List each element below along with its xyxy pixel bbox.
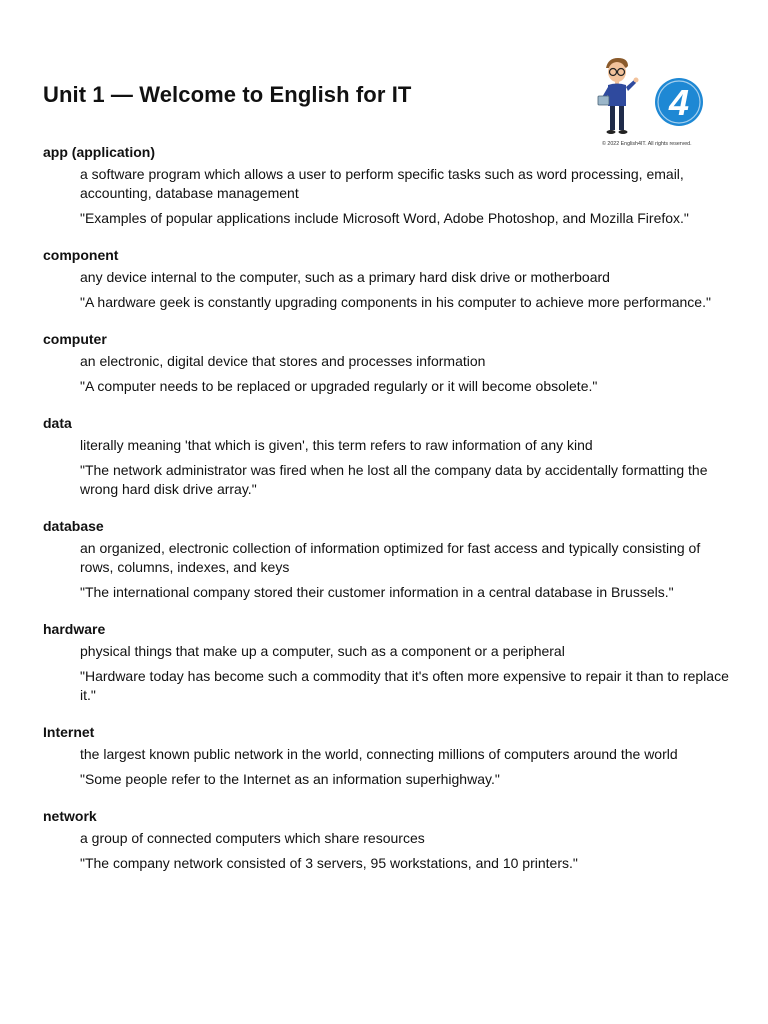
vocab-definition: any device internal to the computer, such as a primary hard disk drive or motherboard	[80, 269, 610, 285]
vocab-example: "The international company stored their customer information in a central database in Brussels."	[80, 584, 674, 600]
vocab-term: computer	[43, 331, 107, 347]
vocab-definition: a group of connected computers which share resources	[80, 830, 425, 846]
vocab-definition: an electronic, digital device that stores and processes information	[80, 353, 486, 369]
vocab-entry	[43, 518, 733, 602]
vocab-term: component	[43, 247, 119, 263]
vocab-term: app (application)	[43, 144, 155, 160]
vocab-term: data	[43, 415, 72, 431]
copyright-text: © 2022 English4IT. All rights reserved.	[602, 141, 692, 147]
vocab-term: database	[43, 518, 104, 534]
vocab-example: "Some people refer to the Internet as an information superhighway."	[80, 771, 500, 787]
vocab-entry	[43, 621, 733, 705]
vocab-definition: the largest known public network in the world, connecting millions of computers around the world	[80, 746, 678, 762]
vocab-entry	[43, 144, 733, 228]
vocab-definition: literally meaning 'that which is given', this term refers to raw information of any kind	[80, 437, 593, 453]
vocab-example: "The network administrator was fired when he lost all the company data by accidentally formatting the wrong hard disk drive array."	[80, 462, 708, 497]
vocab-example: "Examples of popular applications include Microsoft Word, Adobe Photoshop, and Mozilla Firefox."	[80, 210, 689, 226]
vocab-term: hardware	[43, 621, 106, 637]
vocab-term: network	[43, 808, 97, 824]
vocab-entry	[43, 808, 733, 873]
badge-number: 4	[668, 82, 690, 123]
english4it-logo	[590, 54, 716, 150]
vocab-entry	[43, 331, 733, 396]
vocab-definition: a software program which allows a user to perform specific tasks such as word processing, email, accounting, database management	[80, 166, 684, 201]
page-title: Unit 1 — Welcome to English for IT	[43, 82, 412, 107]
vocab-term: Internet	[43, 724, 95, 740]
vocab-entry	[43, 415, 733, 499]
vocab-example: "Hardware today has become such a commodity that it's often more expensive to repair it than to replace it."	[80, 668, 729, 703]
number-badge-icon	[590, 54, 716, 140]
vocab-definition: an organized, electronic collection of information optimized for fast access and typically consisting of rows, columns, indexes, and keys	[80, 540, 701, 575]
vocab-example: "The company network consisted of 3 servers, 95 workstations, and 10 printers."	[80, 855, 578, 871]
vocabulary-list	[43, 144, 733, 892]
vocab-entry	[43, 724, 733, 789]
vocab-entry	[43, 247, 733, 312]
vocab-definition: physical things that make up a computer, such as a component or a peripheral	[80, 643, 565, 659]
vocab-example: "A computer needs to be replaced or upgraded regularly or it will become obsolete."	[80, 378, 598, 394]
vocab-example: "A hardware geek is constantly upgrading components in his computer to achieve more performance."	[80, 294, 711, 310]
